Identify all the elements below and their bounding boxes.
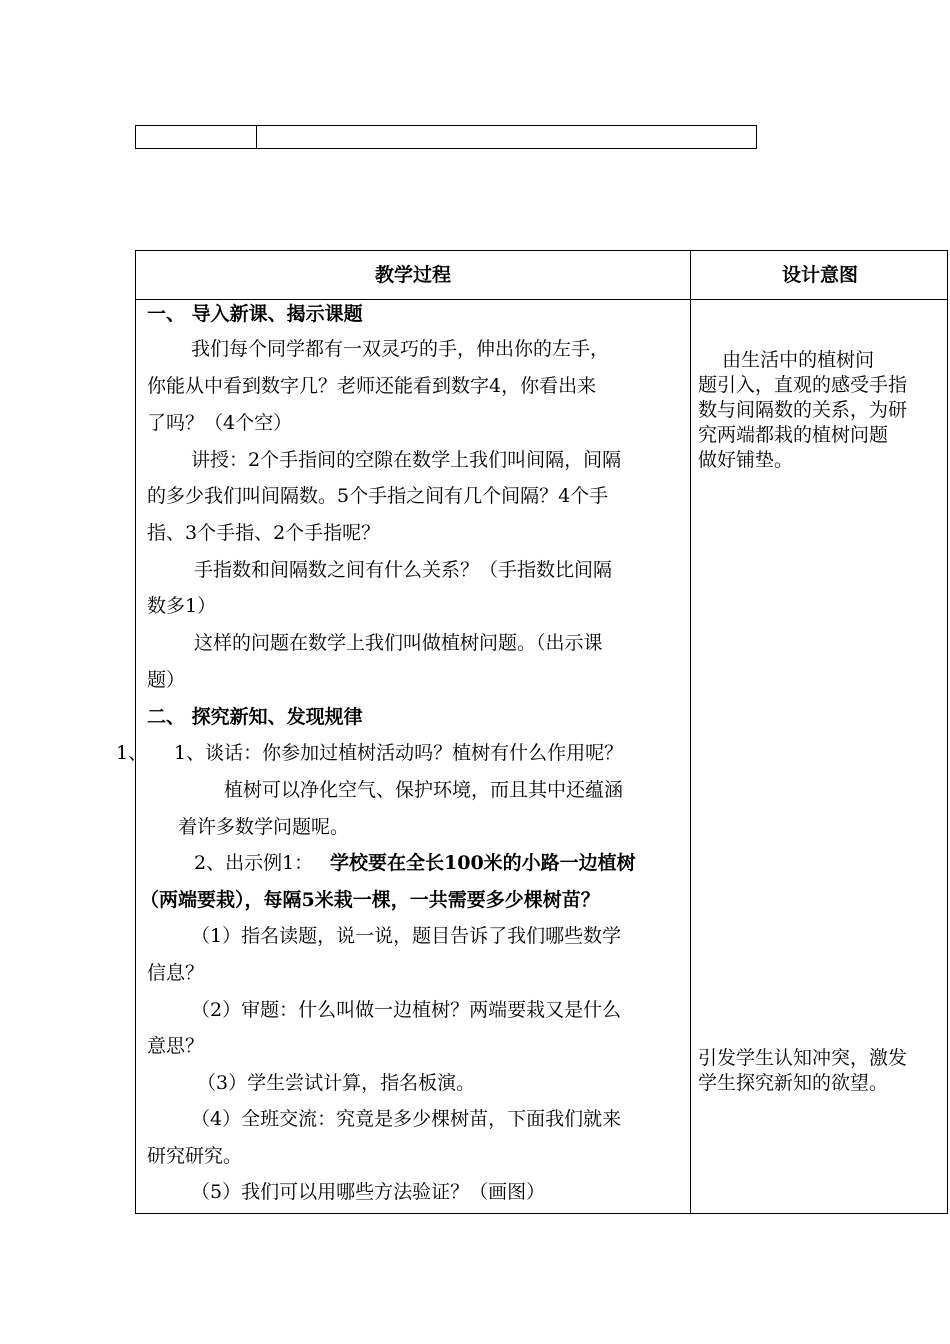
process-line: 数多1） [147,595,217,617]
process-line: 指、3个手指、2个手指呢？ [147,522,381,544]
process-line: 学校要在全长100米的小路一边植树 [330,852,636,874]
intent-line: 学生探究新知的欲望。 [698,1072,889,1094]
process-line: 信息？ [147,962,205,984]
intent-block [698,1046,940,1096]
process-line: 二、 探究新知、发现规律 [147,706,363,728]
process-line: 这样的问题在数学上我们叫做植树问题。（出示课 [194,632,603,654]
process-line: 植树可以净化空气、保护环境，而且其中还蕴涵 [224,779,624,801]
process-line: （2）审题：什么叫做一边植树？两端要栽又是什么 [191,999,622,1021]
table-divider [256,126,257,148]
intent-line: 数与间隔数的关系，为研 [698,399,908,421]
process-line: 你能从中看到数字几？老师还能看到数字4，你看出来 [147,375,597,397]
process-line: 的多少我们叫间隔数。5个手指之间有几个间隔？4个手 [147,485,609,507]
process-line: 了吗？（4个空） [147,412,293,434]
intent-line: 题引入，直观的感受手指 [698,374,908,396]
process-line: （3）学生尝试计算，指名板演。 [197,1072,476,1094]
process-line: 题） [147,669,186,691]
process-line: （两端要栽），每隔5米栽一棵，一共需要多少棵树苗？ [140,889,600,911]
process-line: 一、 导入新课、揭示课题 [147,303,363,325]
process-line: （4）全班交流：究竟是多少棵树苗，下面我们就来 [191,1108,622,1130]
process-line: 意思？ [147,1035,205,1057]
top-info-table [135,125,757,149]
intent-line: 究两端都栽的植树问题 [698,424,889,446]
process-line: 研究研究。 [147,1145,243,1167]
intent-line: 做好铺垫。 [698,449,794,471]
process-line: （1）指名读题，说一说，题目告诉了我们哪些数学 [191,925,622,947]
intent-block [698,348,940,473]
intent-line: 引发学生认知冲突，激发 [698,1047,908,1069]
process-line: （5）我们可以用哪些方法验证？（画图） [191,1181,546,1203]
process-line: 2、出示例1： [194,852,314,874]
process-line: 我们每个同学都有一双灵巧的手，伸出你的左手， [191,338,610,360]
process-line: 着许多数学问题呢。 [178,816,350,838]
intent-line: 由生活中的植树问 [698,349,875,371]
process-line: 手指数和间隔数之间有什么关系？（手指数比间隔 [194,559,613,581]
column-divider [690,251,691,1213]
process-line: 讲授：2个手指间的空隙在数学上我们叫间隔，间隔 [191,449,622,471]
process-line: 1、谈话：你参加过植树活动吗？植树有什么作用呢？ [174,742,624,764]
header-teaching-process: 教学过程 [374,264,451,286]
header-design-intent: 设计意图 [781,264,858,286]
process-line: 1、 [116,742,148,764]
